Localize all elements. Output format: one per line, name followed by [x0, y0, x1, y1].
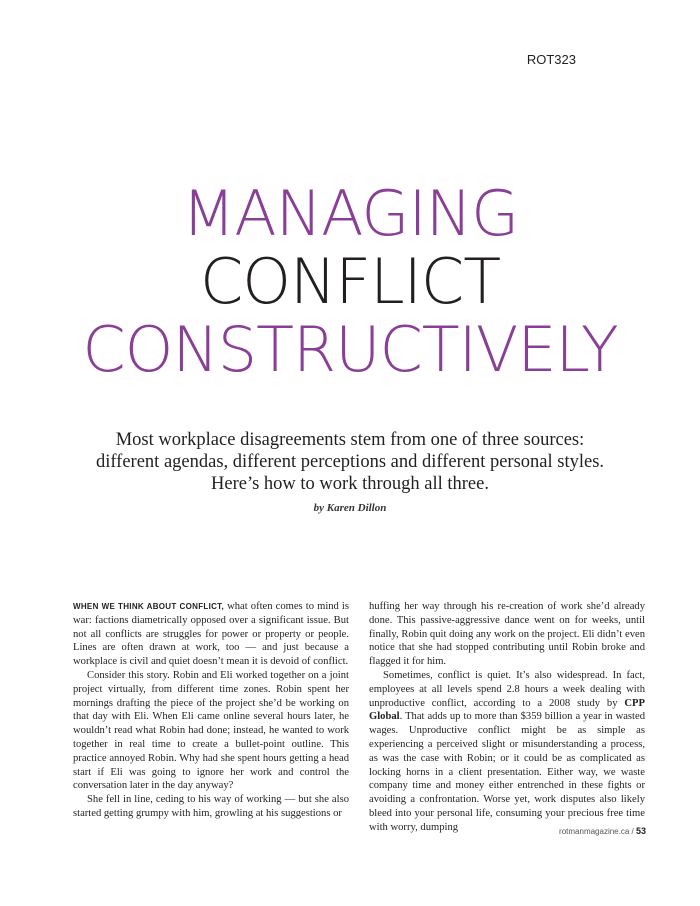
title-line-constructively: CONSTRUCTIVELY: [82, 313, 618, 386]
body-paragraph: [369, 669, 645, 835]
body-column-right: [369, 600, 645, 835]
article-title: [0, 177, 700, 386]
byline: by Karen Dillon: [313, 502, 387, 514]
page-footer: [520, 826, 646, 836]
paragraph-text: Sometimes, conflict is quiet. It’s also widespread. In fact, employees at all levels spend 2.8 hours a week dealing with unproductive conflict, according to a 2008 study by: [369, 669, 645, 709]
article-dek: [60, 429, 640, 495]
body-paragraph: huffing her way through his re-creation of work she’d already done. This passive-aggressive dance went on for weeks, until finally, Robin quit doing any work on the project. Eli didn’t even notice that she had stopped contributing until Robin broke and flagged it for him.: [369, 601, 645, 668]
body-column-left: [73, 600, 349, 821]
title-line-conflict: CONFLICT: [199, 245, 501, 318]
lead-in: WHEN WE THINK ABOUT CONFLICT,: [73, 602, 225, 611]
body-paragraph: Consider this story. Robin and Eli worked together on a joint project virtually, from different time zones. Robin spent her mornings drafting the piece of the project she’d be working on that day with Eli. When Eli came online several hours later, he wouldn’t read what Robin had done; instead, he wanted to work together in real time to create a bullet-point outline. This practice annoyed Robin. Why had she spent hours getting a head start if Eli was going to ignore her work and control the conversation later in the day anyway?: [73, 669, 349, 792]
dek-line-3: Here’s how to work through all three.: [211, 474, 489, 494]
page-number: 53: [635, 826, 646, 836]
dek-line-2: different agendas, different perceptions and different personal styles.: [95, 452, 605, 472]
body-paragraph: [73, 600, 349, 669]
title-line-managing: MANAGING: [181, 177, 519, 250]
dek-line-1: Most workplace disagreements stem from one of three sources:: [115, 430, 585, 450]
site-url: rotmanmagazine.ca /: [559, 827, 634, 836]
body-paragraph: She fell in line, ceding to his way of working — but she also started getting grumpy with him, growling at his suggestions or: [73, 794, 349, 819]
organization-name: CPP Global: [369, 697, 645, 723]
article-code: ROT323: [526, 52, 576, 67]
paragraph-text: what often comes to mind is war: factions diametrically opposed over a significant issue. But not all conflicts are struggles for power or property or people. Lines are often drawn at work, too — and just because a workplace is civil and quiet doesn’t mean it is devoid of conflict.: [73, 601, 350, 668]
paragraph-text: . That adds up to more than $359 billion a year in wasted wages. Unproductive conflict might be as simple as experiencing a perceived slight or misunderstanding a process, as was the case with Robin; or it could be as complicated as locking horns in a client presentation. Either way, we waste company time and money either entrenched in these fights or avoiding a confrontation. Worse yet, work disputes also likely bleed into your personal life, consuming your precious free time with worry, dumping: [369, 711, 645, 833]
